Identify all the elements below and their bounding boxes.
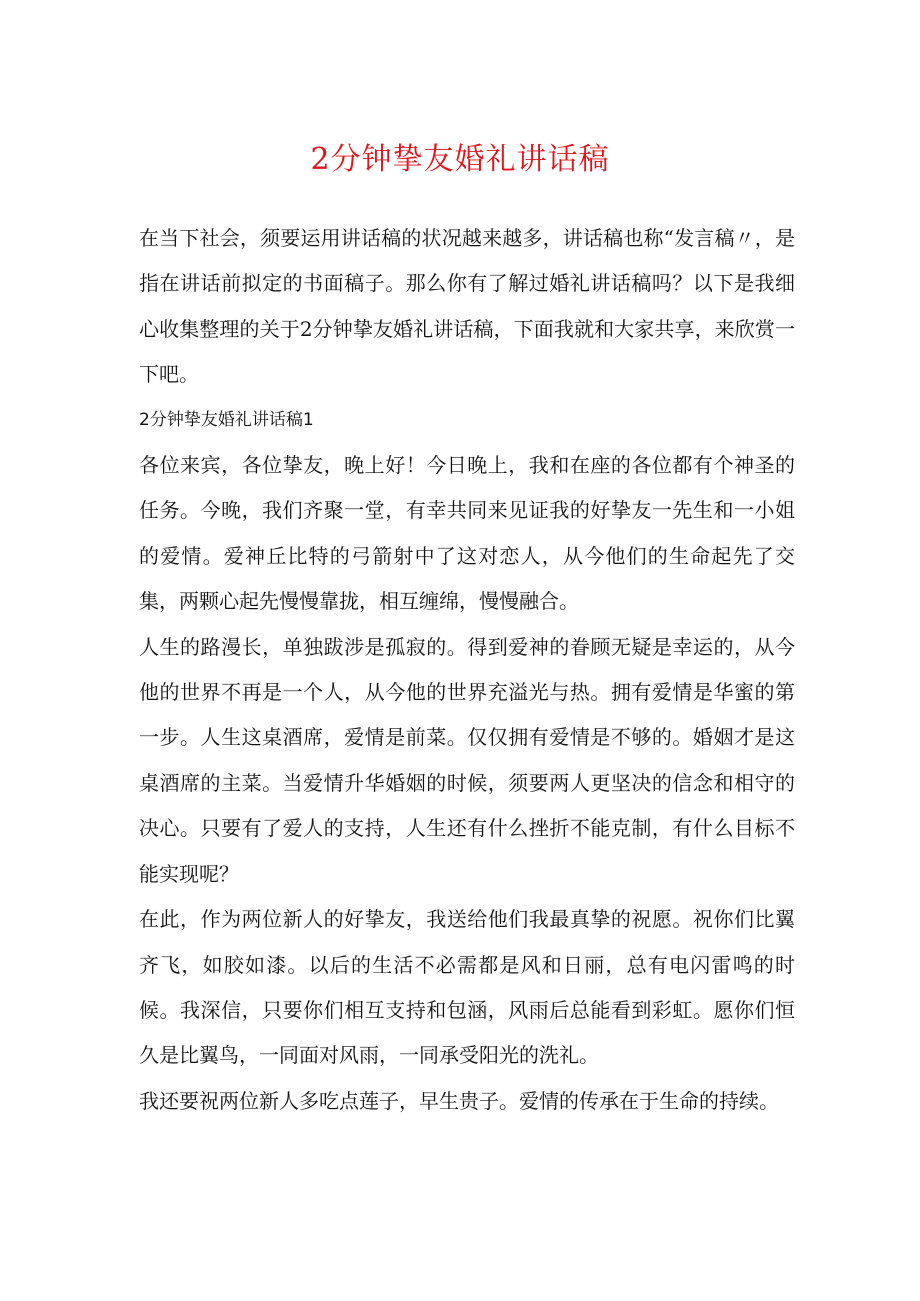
body-paragraph-4: 我还要祝两位新人多吃点莲子，早生贵子。爱情的传承在于生命的持续。 xyxy=(139,1088,779,1113)
document-title: 2分钟挚友婚礼讲话稿 xyxy=(310,142,610,177)
document-body xyxy=(139,216,795,1124)
intro-paragraph: 在当下社会，须要运用讲话稿的状况越来越多，讲话稿也称“发言稿〃，是指在讲话前拟定的书面稿子。那么你有了解过婚礼讲话稿吗？以下是我细心收集整理的关于2分钟挚友婚礼讲话稿，下面我就和大家共享，来欣赏一下吧。 xyxy=(139,226,795,387)
body-paragraph-1: 各位来宾，各位挚友，晚上好！今日晚上，我和在座的各位都有个神圣的任务。今晚，我们齐聚一堂，有幸共同来见证我的好挚友一先生和一小姐的爱情。爱神丘比特的弓箭射中了这对恋人，从今他们的生命起先了交集，两颗心起先慢慢靠拢，相互缠绵，慢慢融合。 xyxy=(139,453,795,614)
body-paragraph-2: 人生的路漫长，单独跋涉是孤寂的。得到爱神的眷顾无疑是幸运的，从今他的世界不再是一个人，从今他的世界充溢光与热。拥有爱情是华蜜的第一步。人生这桌酒席，爱情是前菜。仅仅拥有爱情是不够的。婚姻才是这桌酒席的主菜。当爱情升华婚姻的时候，须要两人更坚决的信念和相守的决心。只要有了爱人的支持，人生还有什么挫折不能克制，有什么目标不能实现呢？ xyxy=(139,634,795,886)
body-paragraph-3: 在此，作为两位新人的好挚友，我送给他们我最真挚的祝愿。祝你们比翼齐飞，如胶如漆。以后的生活不必需都是风和日丽，总有电闪雷鸣的时候。我深信，只要你们相互支持和包涵，风雨后总能看到彩虹。愿你们恒久是比翼鸟，一同面对风雨，一同承受阳光的洗礼。 xyxy=(139,907,795,1068)
section-heading: 2分钟挚友婚礼讲话稿1 xyxy=(139,409,314,430)
